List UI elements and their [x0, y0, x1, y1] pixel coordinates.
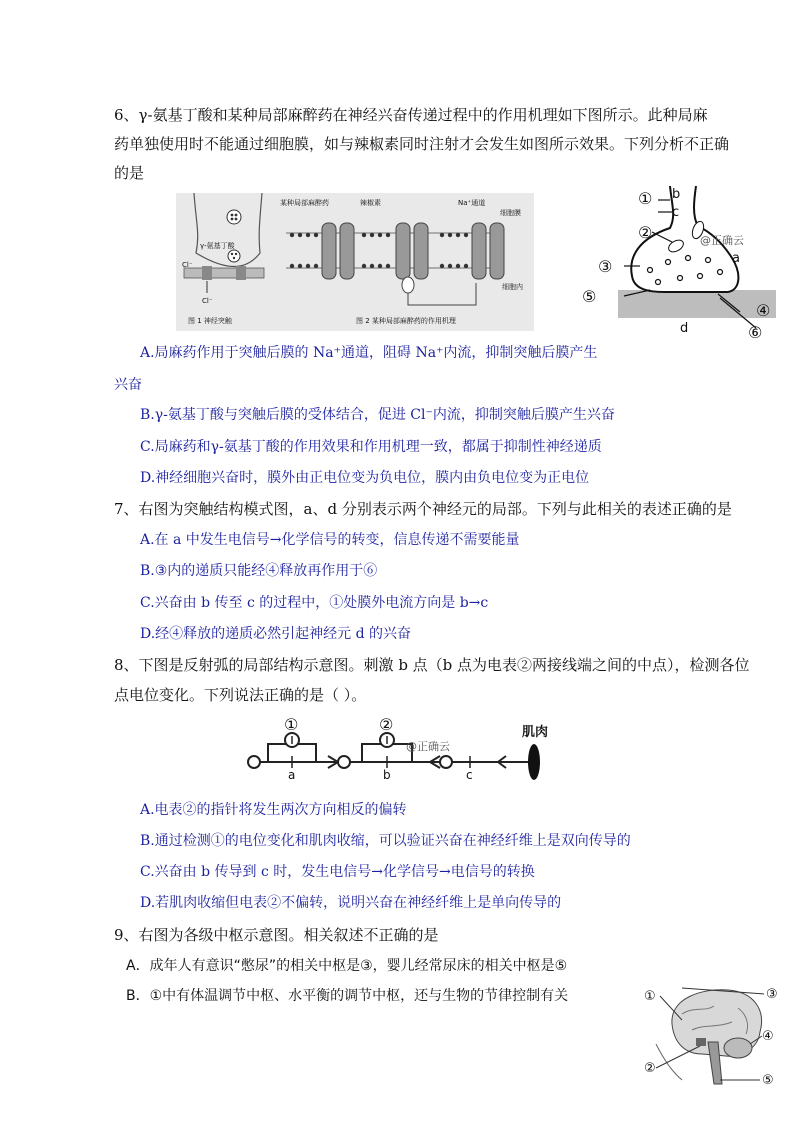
fig3-n6: ⑥ [748, 323, 763, 342]
q8-meter2-label: ② [379, 716, 394, 734]
q7-stem: 7、右图为突触结构模式图，a、d 分别表示两个神经元的局部。下列与此相关的表述正确的是 [114, 500, 732, 518]
fig2-caption: 图 2 某种局部麻醉药的作用机理 [356, 317, 456, 325]
q8-reflex-arc-figure [244, 716, 554, 782]
q7-synapse-figure [580, 186, 776, 342]
q6-stem-line3: 的是 [114, 164, 145, 182]
fig3-d: d [680, 321, 689, 336]
q9-brain-figure [642, 984, 782, 1086]
q6-option-a-line2: 兴奋 [114, 377, 142, 393]
fig3-c: c [672, 205, 680, 220]
q9-fig-n4: ④ [762, 1029, 774, 1044]
q8-option-a: A.电表②的指针将发生两次方向相反的偏转 [140, 802, 407, 818]
fig2-membrane-label: 细胞膜 [500, 209, 521, 217]
fig1-caption: 图 1 神经突触 [188, 317, 232, 325]
fig1-cl-top: Cl⁻ [182, 261, 193, 269]
q9-option-a: A．成年人有意识“憋尿”的相关中枢是③，婴儿经常尿床的相关中枢是⑤ [126, 958, 568, 974]
fig3-watermark: @正确云 [700, 234, 744, 247]
q9-stem: 9、右图为各级中枢示意图。相关叙述不正确的是 [114, 926, 439, 944]
q9-fig-n2: ② [644, 1061, 656, 1076]
q6-stem-line1: 6、γ-氨基丁酸和某种局部麻醉药在神经兴奋传递过程中的作用机理如下图所示。此种局麻 [114, 106, 708, 124]
fig3-n3: ③ [598, 257, 613, 276]
fig2-anesthetic-label: 某种局部麻醉药 [280, 199, 329, 207]
fig2-inside-label: 细胞内 [502, 283, 523, 291]
fig3-n1: ① [638, 189, 653, 208]
q9-option-b: B．①中有体温调节中枢、水平衡的调节中枢，还与生物的节律控制有关 [126, 988, 569, 1004]
q8-point-b: b [383, 768, 391, 782]
q8-muscle-label: 肌肉 [522, 725, 549, 740]
q6-stem-line2: 药单独使用时不能通过细胞膜，如与辣椒素同时注射才会发生如图所示效果。下列分析不正确 [114, 135, 730, 153]
q8-point-a: a [288, 768, 296, 782]
fig3-n4: ④ [756, 301, 771, 320]
q7-option-b: B.③内的递质只能经④释放再作用于⑥ [140, 563, 378, 579]
fig1-cl-bottom: Cl⁻ [202, 297, 213, 305]
fig2-capsaicin-label: 辣椒素 [360, 199, 381, 207]
q8-option-c: C.兴奋由 b 传导到 c 时，发生电信号→化学信号→电信号的转换 [140, 864, 535, 880]
q8-option-d: D.若肌肉收缩但电表②不偏转，说明兴奋在神经纤维上是单向传导的 [140, 895, 562, 911]
fig3-a: a [732, 251, 740, 266]
q8-option-b: B.通过检测①的电位变化和肌肉收缩，可以验证兴奋在神经纤维上是双向传导的 [140, 833, 631, 849]
fig1-gaba-label: γ-氨基丁酸 [200, 242, 235, 250]
q7-option-c: C.兴奋由 b 传至 c 的过程中，①处膜外电流方向是 b→c [140, 595, 489, 611]
q8-watermark: @正确云 [406, 740, 450, 753]
fig3-b: b [672, 187, 681, 202]
fig2-na-channel-label: Na⁺通道 [458, 199, 486, 207]
q8-stem-line1: 8、下图是反射弧的局部结构示意图。刺激 b 点（b 点为电表②两接线端之间的中点），检测各位 [114, 656, 750, 674]
q9-fig-n3: ③ [766, 987, 778, 1002]
q7-option-a: A.在 a 中发生电信号→化学信号的转变，信息传递不需要能量 [140, 532, 520, 548]
q6-option-c: C.局麻药和γ-氨基丁酸的作用效果和作用机理一致，都属于抑制性神经递质 [140, 439, 602, 455]
q9-fig-n5: ⑤ [762, 1073, 774, 1086]
q8-point-c: c [466, 768, 473, 782]
fig3-n2: ② [638, 223, 653, 242]
q6-figure-synapse-anesthetic [176, 193, 534, 331]
q9-fig-n1: ① [644, 989, 656, 1004]
q8-meter1-label: ① [284, 716, 299, 734]
q6-option-b: B.γ-氨基丁酸与突触后膜的受体结合，促进 Cl⁻内流，抑制突触后膜产生兴奋 [140, 407, 615, 423]
q8-stem-line2: 点电位变化。下列说法正确的是（ ）。 [114, 686, 367, 704]
q6-option-a-line1: A.局麻药作用于突触后膜的 Na⁺通道，阻碍 Na⁺内流，抑制突触后膜产生 [140, 345, 598, 361]
fig3-n5: ⑤ [582, 287, 597, 306]
q7-option-d: D.经④释放的递质必然引起神经元 d 的兴奋 [140, 626, 412, 642]
q6-option-d: D.神经细胞兴奋时，膜外由正电位变为负电位，膜内由负电位变为正电位 [140, 470, 590, 486]
